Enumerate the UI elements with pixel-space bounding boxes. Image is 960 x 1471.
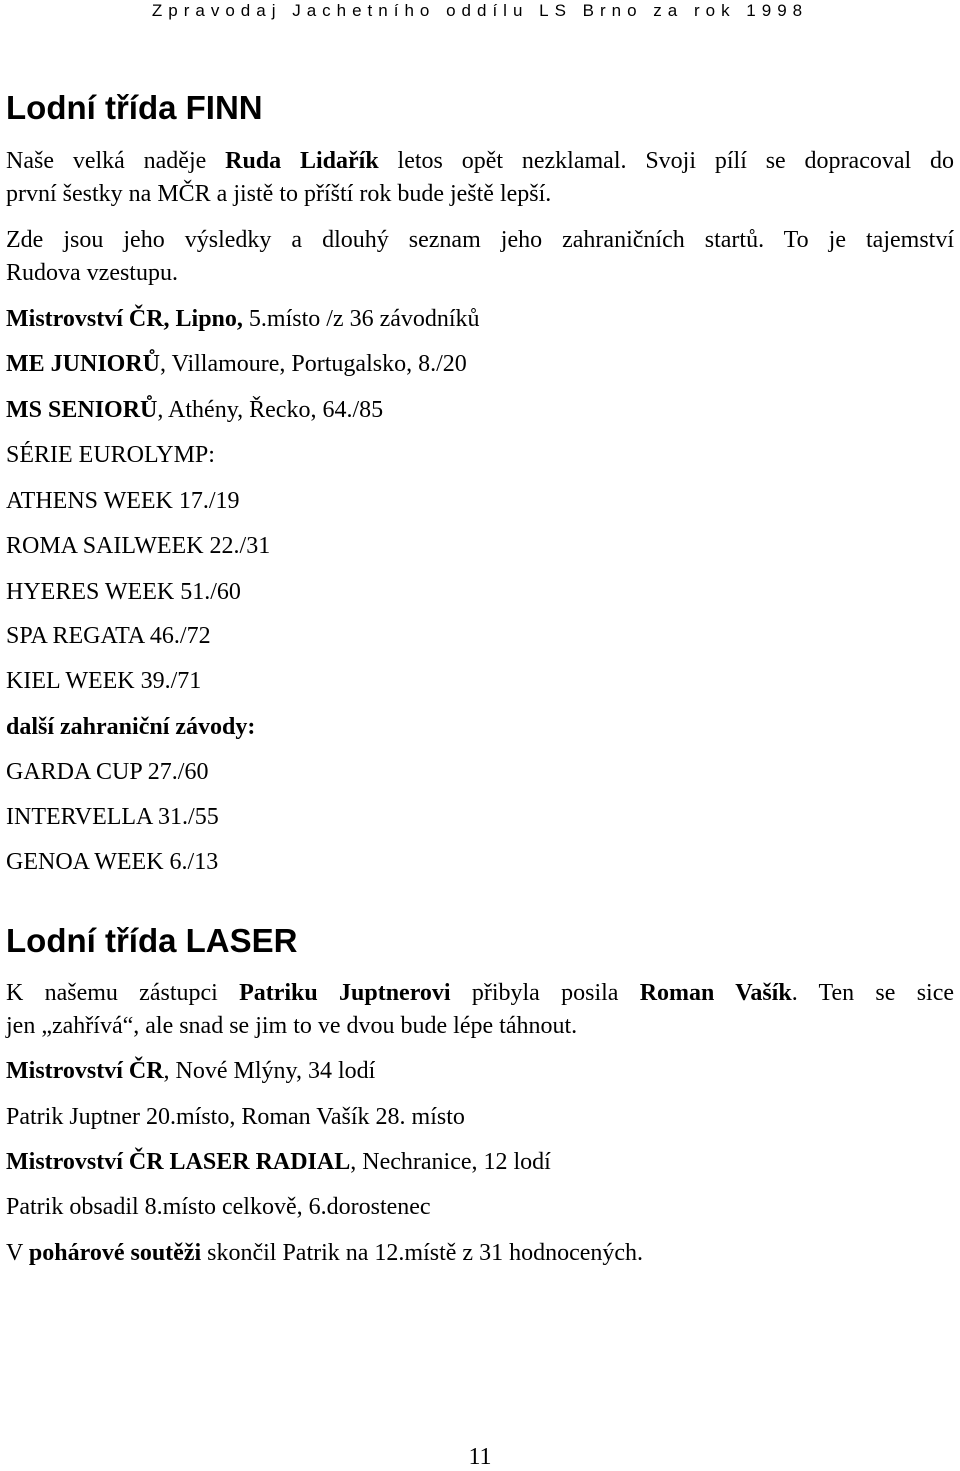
- page-number: 11: [468, 1444, 492, 1470]
- text: přibyla posila: [450, 980, 640, 1006]
- text: V: [6, 1240, 29, 1266]
- text: letos opět nezklamal. Svoji pílí se dopracoval do: [378, 148, 955, 174]
- finn-me-result: [6, 350, 467, 378]
- section-heading-finn: Lodní třída FINN: [6, 89, 263, 126]
- finn-ms-result: [6, 396, 383, 424]
- other-race-item: GARDA CUP 27./60: [6, 759, 209, 785]
- event-name: pohárové soutěži: [28, 1240, 202, 1266]
- series-item: SPA REGATA 46./72: [6, 623, 211, 649]
- event-result: , Athény, Řecko, 64./85: [157, 397, 384, 423]
- event-name: Mistrovství ČR LASER RADIAL: [6, 1149, 351, 1175]
- event-result: , Nechranice, 12 lodí: [350, 1149, 551, 1175]
- sailor-name: Patriku Juptnerovi: [239, 980, 451, 1006]
- laser-radial-event: [6, 1148, 551, 1176]
- sailor-name: Roman Vašík: [639, 980, 792, 1006]
- finn-intro-line-4: Rudova vzestupu.: [6, 260, 178, 286]
- series-item: ROMA SAILWEEK 22./31: [6, 533, 271, 559]
- finn-intro-line-2: první šestky na MČR a jistě to příští rok bude ještě lepší.: [6, 181, 552, 207]
- laser-radial-result: Patrik obsadil 8.místo celkově, 6.dorostenec: [6, 1194, 431, 1220]
- page-header: Zpravodaj Jachetního oddílu LS Brno za rok 1998: [151, 1, 809, 20]
- event-name: Mistrovství ČR, Lipno,: [6, 306, 243, 332]
- series-item: KIEL WEEK 39./71: [6, 668, 202, 694]
- laser-intro-line-1: [6, 979, 954, 1007]
- text: Naše velká naděje: [6, 148, 226, 174]
- other-races-heading: další zahraniční závody:: [6, 714, 256, 740]
- laser-intro-line-2: jen „zahřívá“, ale snad se jim to ve dvou bude lépe táhnout.: [6, 1013, 578, 1039]
- sailor-name: Ruda Lidařík: [225, 148, 379, 174]
- other-race-item: GENOA WEEK 6./13: [6, 849, 219, 875]
- laser-cup-result: [6, 1239, 643, 1267]
- finn-intro-line-1: [6, 147, 954, 175]
- event-result: , Nové Mlýny, 34 lodí: [163, 1058, 376, 1084]
- text: K našemu zástupci: [6, 980, 240, 1006]
- event-name: ME JUNIORŮ: [6, 351, 160, 377]
- laser-mcr-event: [6, 1057, 375, 1085]
- text: skončil Patrik na 12.místě z 31 hodnocených.: [201, 1240, 644, 1266]
- series-item: HYERES WEEK 51./60: [6, 579, 241, 605]
- laser-mcr-result: Patrik Juptner 20.místo, Roman Vašík 28. místo: [6, 1104, 465, 1130]
- event-name: MS SENIORŮ: [6, 397, 158, 423]
- event-result: , Villamoure, Portugalsko, 8./20: [160, 351, 467, 377]
- event-result: 5.místo /z 36 závodníků: [242, 306, 480, 332]
- text: . Ten se sice: [791, 980, 955, 1006]
- event-name: Mistrovství ČR: [6, 1058, 164, 1084]
- series-item: ATHENS WEEK 17./19: [6, 488, 240, 514]
- section-heading-laser: Lodní třída LASER: [6, 922, 298, 959]
- finn-intro-line-3: Zde jsou jeho výsledky a dlouhý seznam jeho zahraničních startů. To je tajemství: [6, 227, 954, 253]
- series-heading: SÉRIE EUROLYMP:: [6, 442, 215, 468]
- finn-mcr-result: [6, 305, 480, 333]
- other-race-item: INTERVELLA 31./55: [6, 804, 219, 830]
